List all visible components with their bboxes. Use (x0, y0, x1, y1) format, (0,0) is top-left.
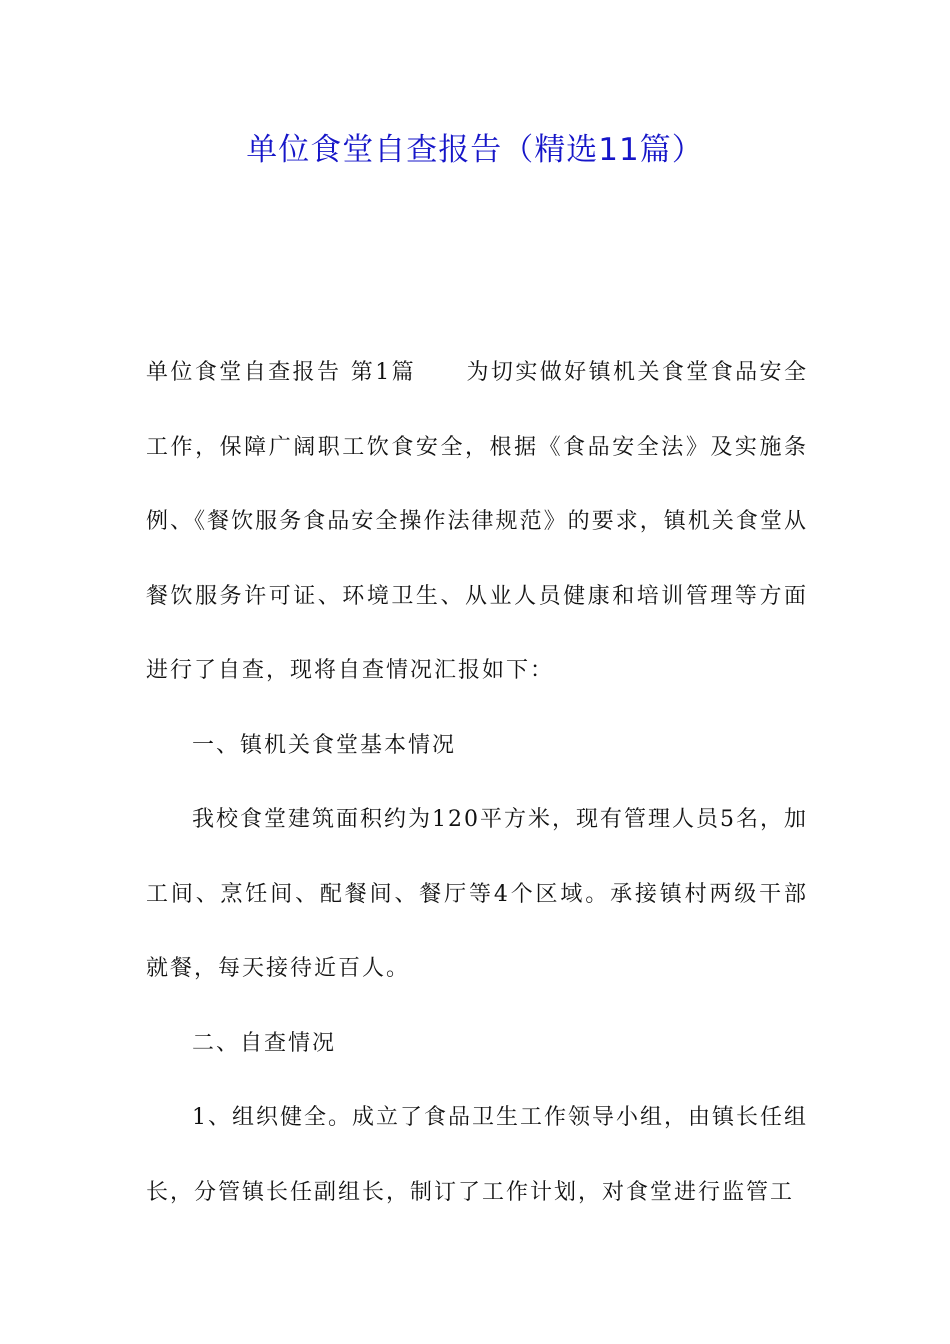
document-title: 单位食堂自查报告（精选11篇） (246, 132, 704, 168)
intro-text: 为切实做好镇机关食堂食品安全工作，保障广阔职工饮食安全，根据《食品安全法》及实施条例、《餐饮服务食品安全操作法律规范》的要求，镇机关食堂从餐饮服务许可证、环境卫生、从业人员健康和培训管理等方面进行了自查，现将自查情况汇报如下： (146, 360, 808, 683)
section2-heading: 二、自查情况 (192, 1030, 337, 1056)
document-body (146, 336, 808, 1230)
section2-item1: 1、组织健全。成立了食品卫生工作领导小组，由镇长任组长，分管镇长任副组长，制订了工作计划，对食堂进行监管工 (146, 1105, 808, 1205)
intro-paragraph (146, 336, 808, 709)
article-heading: 单位食堂自查报告 第1篇 (146, 360, 417, 385)
section1-heading: 一、镇机关食堂基本情况 (192, 732, 457, 758)
section1-body: 我校食堂建筑面积约为120平方米，现有管理人员5名，加工间、烹饪间、配餐间、餐厅等4个区域。承接镇村两级干部就餐，每天接待近百人。 (146, 807, 808, 981)
